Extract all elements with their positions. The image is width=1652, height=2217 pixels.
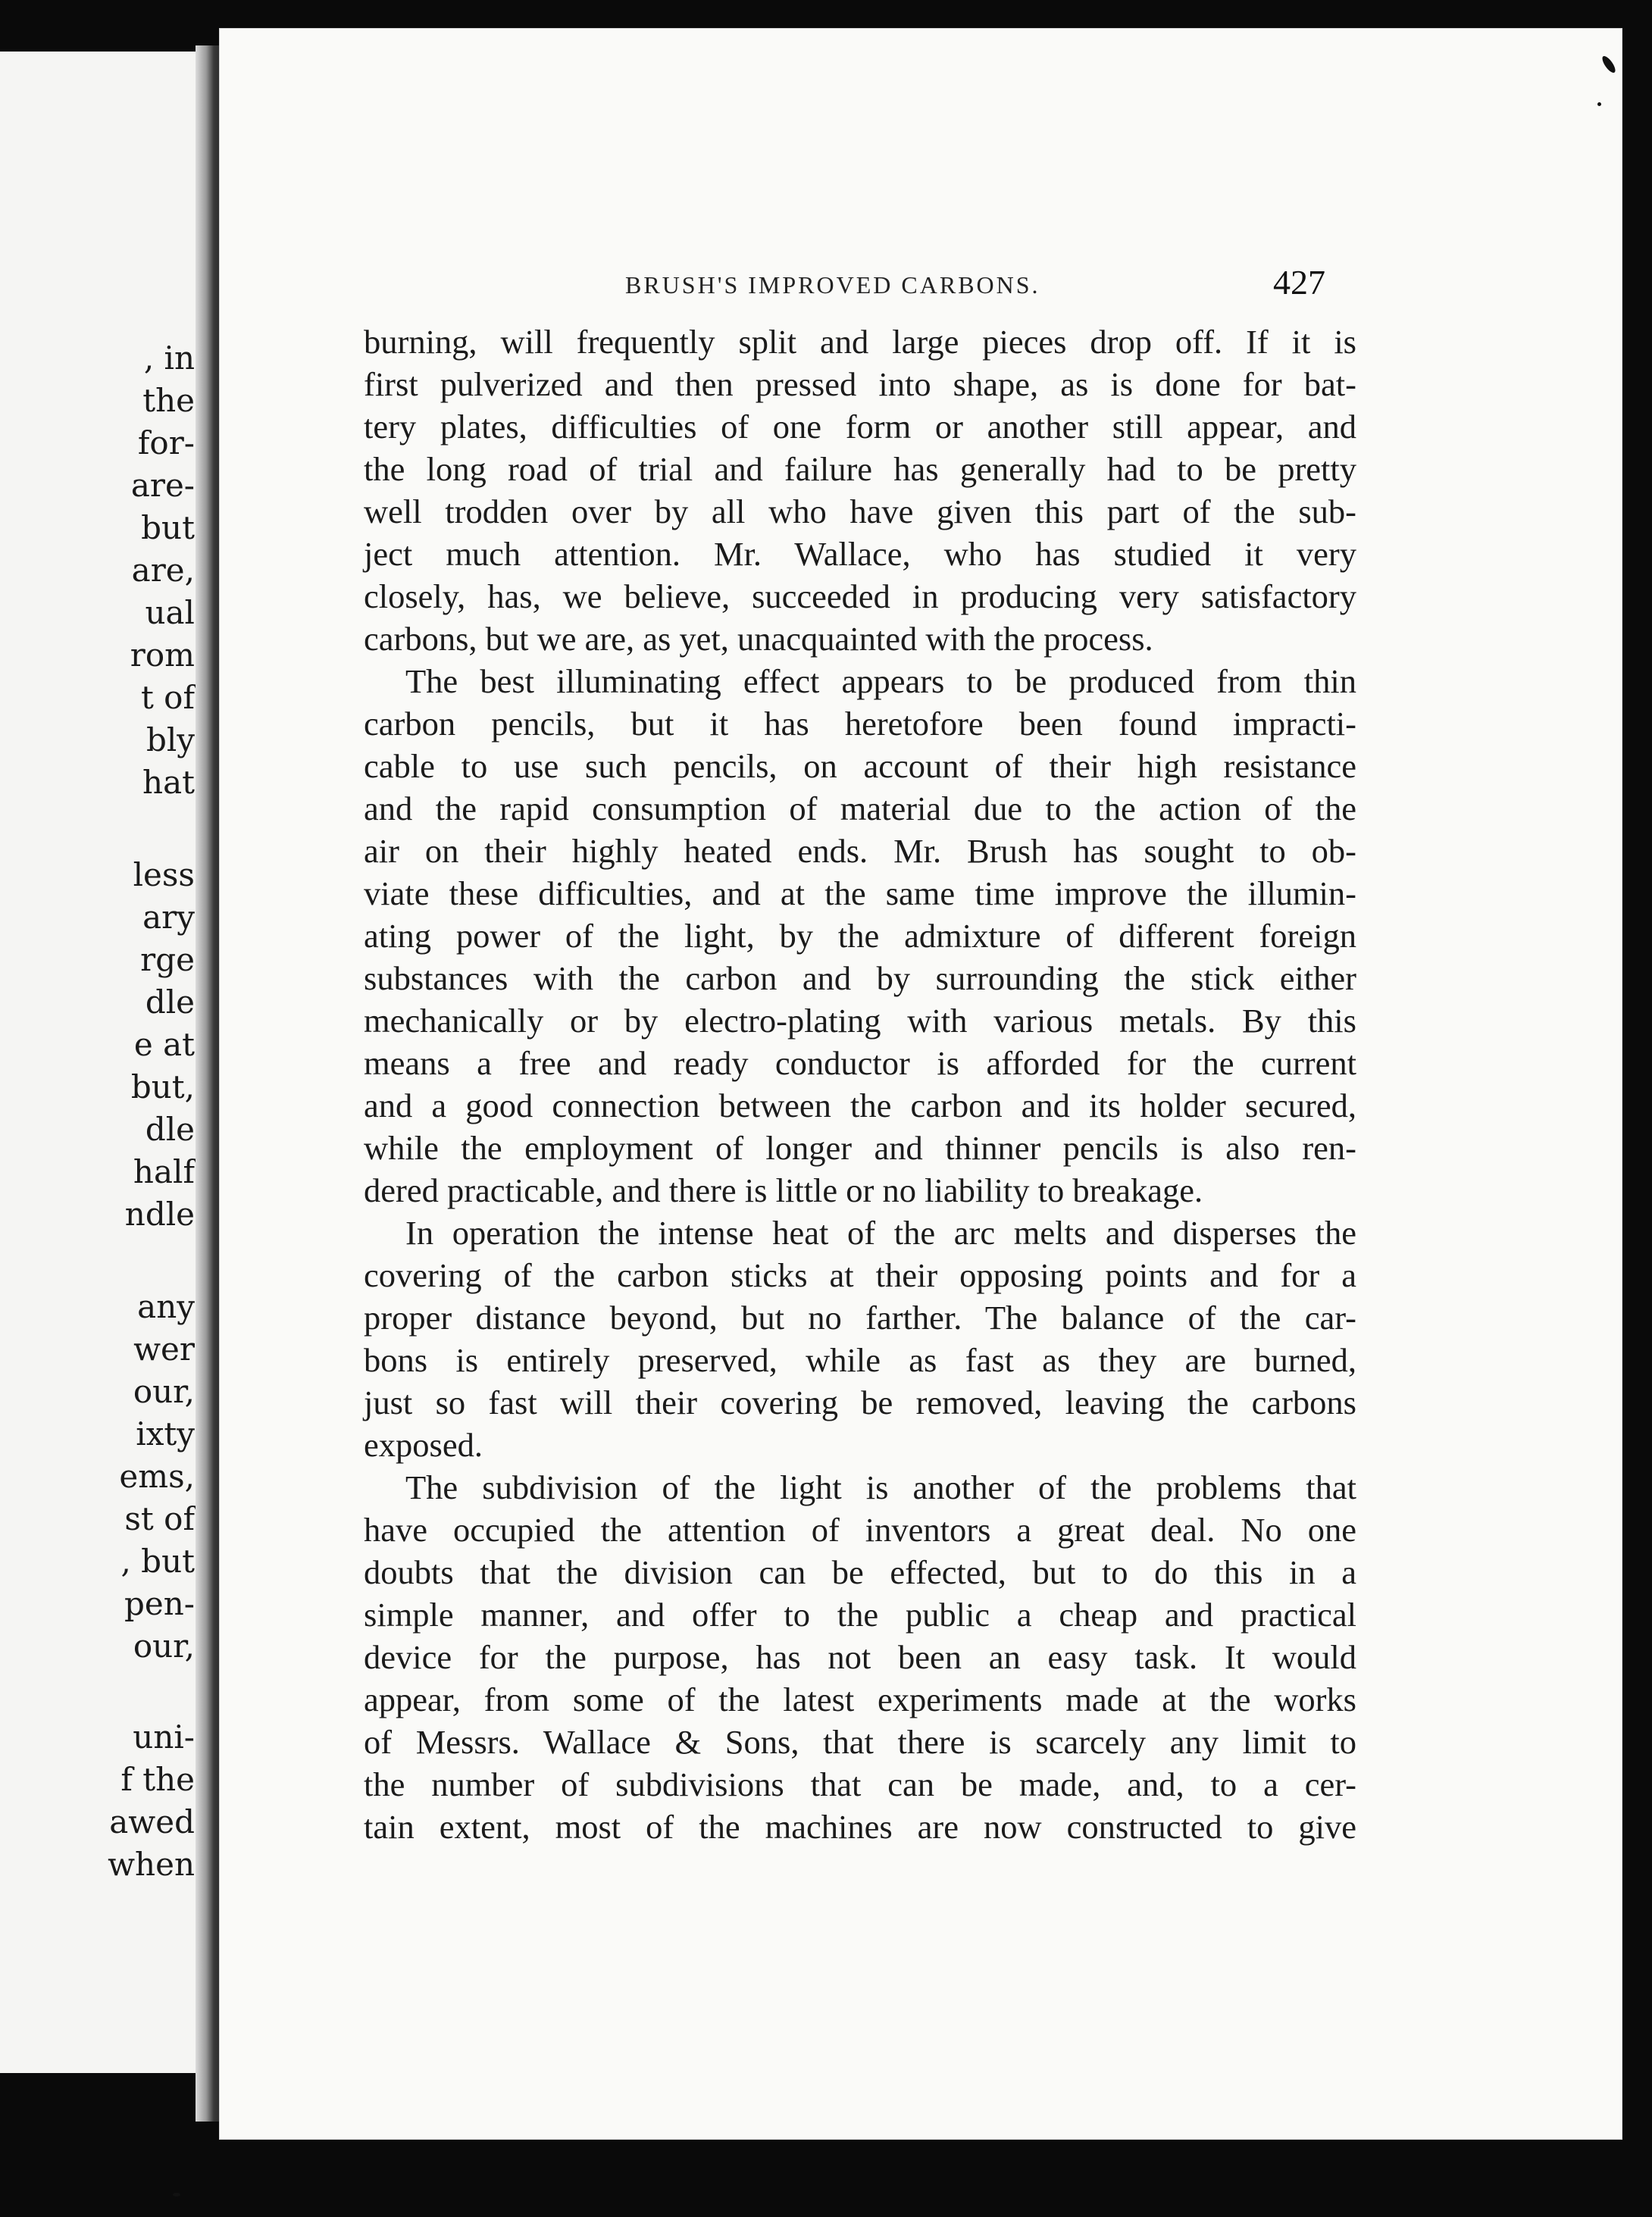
book-page (220, 29, 1622, 2139)
left-page-fragment: half (133, 1153, 195, 1190)
left-page-fragment: e at (133, 1026, 195, 1063)
left-page-fragment: f the (120, 1761, 195, 1798)
text-line: device for the purpose, has not been an easy task. It would (364, 1638, 1356, 1676)
left-page-fragment: for- (137, 424, 195, 461)
text-line: simple manner, and offer to the public a cheap and practical (364, 1596, 1356, 1634)
text-line: closely, has, we believe, succeeded in producing very satisfactory (364, 577, 1356, 615)
left-page-fragment: awed (109, 1803, 195, 1840)
text-line: substances with the carbon and by surrounding the stick either (364, 959, 1356, 997)
text-line: tery plates, difficulties of one form or another still appear, and (364, 408, 1356, 446)
left-page-fragment: but, (130, 1068, 195, 1105)
left-page-fragment: dle (145, 1111, 195, 1148)
left-page-fragment: but (141, 509, 195, 546)
text-line: burning, will frequently split and large pieces drop off. If it is (364, 323, 1356, 361)
left-page-fragment: uni- (133, 1718, 195, 1756)
text-line: viate these difficulties, and at the same time improve the illumin- (364, 874, 1356, 912)
text-line: have occupied the attention of inventors a great deal. No one (364, 1511, 1356, 1549)
left-page-fragment: wer (133, 1331, 195, 1368)
text-line: the number of subdivisions that can be made, and, to a cer- (364, 1765, 1356, 1803)
text-line: appear, from some of the latest experiments made at the works (364, 1681, 1356, 1718)
text-line: In operation the intense heat of the arc melts and disperses the (405, 1214, 1356, 1252)
text-line: exposed. (364, 1426, 483, 1464)
left-page-fragment: , in (143, 339, 195, 377)
text-line: well trodden over by all who have given this part of the sub- (364, 492, 1356, 530)
text-line: bons is entirely preserved, while as fast as they are burned, (364, 1341, 1356, 1379)
left-page-fragment: any (137, 1288, 195, 1325)
text-line: The best illuminating effect appears to be produced from thin (405, 662, 1356, 700)
text-line: of Messrs. Wallace & Sons, that there is scarcely any limit to (364, 1723, 1356, 1761)
text-line: air on their highly heated ends. Mr. Brush has sought to ob- (364, 832, 1356, 870)
running-head: BRUSH'S IMPROVED CARBONS. (625, 271, 1040, 299)
left-page-fragment: pen- (124, 1585, 195, 1622)
page-header (220, 265, 1622, 311)
left-page-fragment: st of (124, 1500, 195, 1537)
scan-speck (1597, 102, 1601, 106)
text-line: first pulverized and then pressed into shape, as is done for bat- (364, 365, 1356, 403)
text-line: just so fast will their covering be removed, leaving the carbons (364, 1384, 1356, 1421)
left-page-fragment: are, (131, 552, 195, 589)
left-page-fragment: ual (145, 594, 195, 631)
left-page-fragment: hat (142, 764, 195, 801)
left-page-fragment: t of (140, 679, 195, 716)
left-page-fragment: less (133, 856, 195, 893)
text-line: The subdivision of the light is another of the problems that (405, 1468, 1356, 1506)
text-line: mechanically or by electro-plating with various metals. By this (364, 1002, 1356, 1040)
text-line: the long road of trial and failure has generally had to be pretty (364, 450, 1356, 488)
left-facing-page (0, 52, 201, 2073)
left-page-fragment: ems, (119, 1458, 195, 1495)
left-page-fragment: the (142, 382, 195, 419)
text-line: proper distance beyond, but no farther. The balance of the car- (364, 1299, 1356, 1337)
text-line: and the rapid consumption of material due to the action of the (364, 790, 1356, 827)
text-line: carbons, but we are, as yet, unacquainted with the process. (364, 620, 1153, 658)
text-line: doubts that the division can be effected, but to do this in a (364, 1553, 1356, 1591)
text-line: ating power of the light, by the admixture of different foreign (364, 917, 1356, 955)
left-page-fragment: ixty (136, 1415, 195, 1452)
scan-speck (173, 2193, 180, 2197)
left-page-fragment: our, (133, 1373, 195, 1410)
left-page-fragment: are- (130, 467, 195, 504)
text-line: tain extent, most of the machines are now constructed to give (364, 1808, 1356, 1846)
left-page-fragment: ndle (124, 1196, 195, 1233)
text-line: carbon pencils, but it has heretofore been found impracti- (364, 705, 1356, 743)
left-page-fragment: bly (145, 721, 195, 758)
left-page-fragment: when (108, 1846, 195, 1883)
left-page-fragment: rom (130, 636, 195, 674)
left-page-fragment: dle (145, 983, 195, 1021)
text-line: dered practicable, and there is little or no liability to breakage. (364, 1171, 1203, 1209)
text-line: cable to use such pencils, on account of their high resistance (364, 747, 1356, 785)
text-line: and a good connection between the carbon and its holder secured, (364, 1087, 1356, 1124)
text-line: ject much attention. Mr. Wallace, who has studied it very (364, 535, 1356, 573)
body-text (364, 321, 1356, 1848)
text-line: while the employment of longer and thinner pencils is also ren- (364, 1129, 1356, 1167)
left-page-fragment: rge (140, 941, 195, 978)
left-page-fragment: , but (120, 1543, 195, 1580)
page-number: 427 (1273, 263, 1325, 302)
text-line: means a free and ready conductor is afforded for the current (364, 1044, 1356, 1082)
left-page-fragment: our, (133, 1628, 195, 1665)
left-page-fragment: ary (142, 899, 195, 936)
text-line: covering of the carbon sticks at their opposing points and for a (364, 1256, 1356, 1294)
